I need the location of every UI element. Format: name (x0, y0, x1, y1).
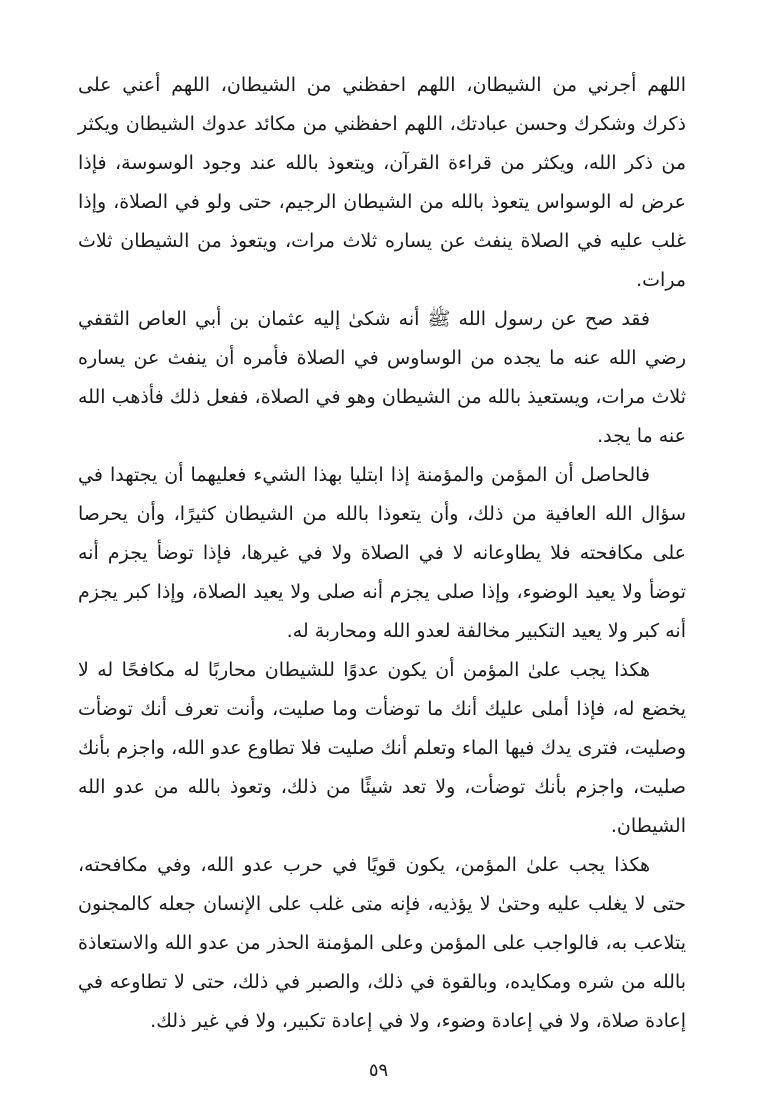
paragraph-4: هكذا يجب علىٰ المؤمن أن يكون عدوًا للشيطان محاربًا له مكافحًا له لا يخضع له، فإذا أملى عليك أنك ما توضأت وما صليت، وأنت تعرف أنك توضأت وصليت، فترى يدك فيها الماء وتعلم أنك صليت فلا تطاوع عدو الله، واجزم بأنك صليت، واجزم بأنك توضأت، ولا تعد شيئًا من ذلك، وتعوذ بالله من عدو الله الشيطان. (78, 659, 686, 837)
page-body-text (78, 66, 686, 1041)
paragraph-3: فالحاصل أن المؤمن والمؤمنة إذا ابتليا بهذا الشيء فعليهما أن يجتهدا في سؤال الله العافية من ذلك، وأن يتعوذا بالله من الشيطان كثيرًا، وأن يحرصا على مكافحته فلا يطاوعانه لا في الصلاة ولا في غيرها، فإذا توضأ يجزم أنه توضأ ولا يعيد الوضوء، وإذا صلى يجزم أنه صلى ولا يعيد الصلاة، وإذا كبر يجزم أنه كبر ولا يعيد التكبير مخالفة لعدو الله ومحاربة له. (78, 464, 686, 642)
paragraph-2: فقد صح عن رسول الله ﷺ أنه شكىٰ إليه عثمان بن أبي العاص الثقفي رضي الله عنه ما يجده من الوساوس في الصلاة فأمره أن ينفث عن يساره ثلاث مرات، ويستعيذ بالله من الشيطان وهو في الصلاة، ففعل ذلك فأذهب الله عنه ما يجد. (78, 308, 686, 447)
paragraph-5: هكذا يجب علىٰ المؤمن، يكون قويًا في حرب عدو الله، وفي مكافحته، حتى لا يغلب عليه وحتىٰ لا يؤذيه، فإنه متى غلب على الإنسان جعله كالمجنون يتلاعب به، فالواجب على المؤمن وعلى المؤمنة الحذر من عدو الله والاستعاذة بالله من شره ومكايده، وبالقوة في ذلك، والصبر في ذلك، حتى لا تطاوعه في إعادة صلاة، ولا في إعادة وضوء، ولا في إعادة تكبير، ولا في غير ذلك. (78, 854, 686, 1032)
page-number: ٥٩ (368, 1060, 389, 1081)
paragraph-1: اللهم أجرني من الشيطان، اللهم احفظني من الشيطان، اللهم أعني على ذكرك وشكرك وحسن عبادتك، اللهم احفظني من مكائد عدوك الشيطان ويكثر من ذكر الله، ويكثر من قراءة القرآن، ويتعوذ بالله عند وجود الوسوسة، فإذا عرض له الوسواس يتعوذ بالله من الشيطان الرجيم، حتى ولو في الصلاة، وإذا غلب عليه في الصلاة ينفث عن يساره ثلاث مرات، ويتعوذ من الشيطان ثلاث مرات. (78, 74, 686, 291)
